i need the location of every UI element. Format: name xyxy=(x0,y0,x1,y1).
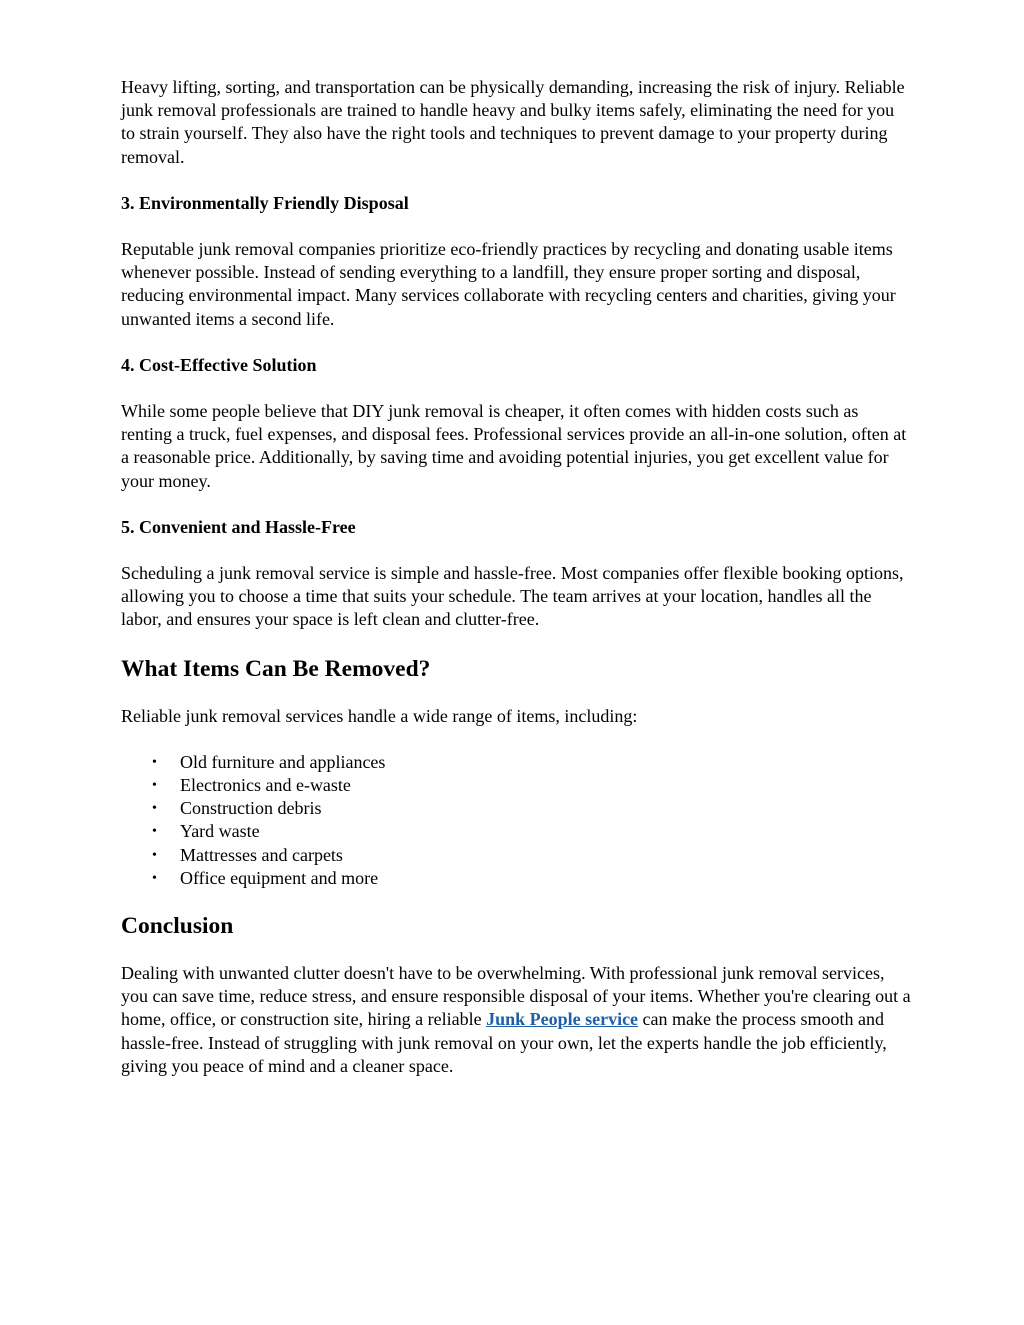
conclusion-paragraph xyxy=(121,962,911,1078)
section-body-convenient: Scheduling a junk removal service is simple and hassle-free. Most companies offer flexible booking options, allowing you to choose a time that suits your schedule. The team arrives at your location, handles all the labor, and ensures your space is left clean and clutter-free. xyxy=(121,563,904,630)
conclusion-text-after-link: can make the process smooth and hassle-free. Instead of struggling with junk removal on your own, let the experts handle the job efficiently, giving you peace of mind and a cleaner space. xyxy=(121,1009,887,1076)
list-item-label: Old furniture and appliances xyxy=(180,751,386,772)
section-heading-environmentally-friendly: 3. Environmentally Friendly Disposal xyxy=(121,192,409,213)
list-item xyxy=(152,867,911,890)
list-item-label: Yard waste xyxy=(180,821,260,842)
section-body-environmentally-friendly: Reputable junk removal companies prioritize eco-friendly practices by recycling and donating usable items whenever possible. Instead of sending everything to a landfill, they ensure proper sorting and disposal, reducing environmental impact. Many services collaborate with recycling centers and charities, giving your unwanted items a second life. xyxy=(121,239,896,329)
list-item xyxy=(152,820,911,843)
conclusion-text-before-link: Dealing with unwanted clutter doesn't have to be overwhelming. With professional junk removal services, you can save time, reduce stress, and ensure responsible disposal of your items. Whether you're clearing out a home, office, or construction site, hiring a reliable xyxy=(121,963,911,1030)
bullet-icon: • xyxy=(152,847,157,863)
conclusion-heading: Conclusion xyxy=(121,913,234,940)
list-item xyxy=(152,844,911,867)
bullet-icon: • xyxy=(152,754,157,770)
intro-paragraph: Heavy lifting, sorting, and transportation can be physically demanding, increasing the risk of injury. Reliable junk removal professionals are trained to handle heavy and bulky items safely, eliminating the need for you to strain yourself. They also have the right tools and techniques to prevent damage to your property during removal. xyxy=(121,77,905,167)
list-item xyxy=(152,751,911,774)
bullet-icon: • xyxy=(152,824,157,840)
items-intro: Reliable junk removal services handle a wide range of items, including: xyxy=(121,705,638,726)
list-item-label: Electronics and e-waste xyxy=(180,775,351,796)
list-item-label: Office equipment and more xyxy=(180,867,379,888)
list-item xyxy=(152,797,911,820)
junk-people-service-link[interactable]: Junk People service xyxy=(486,1009,639,1030)
bullet-icon: • xyxy=(152,870,157,886)
bullet-icon: • xyxy=(152,778,157,794)
section-body-cost-effective: While some people believe that DIY junk removal is cheaper, it often comes with hidden costs such as renting a truck, fuel expenses, and disposal fees. Professional services provide an all-in-one solution, often at a reasonable price. Additionally, by saving time and avoiding potential injuries, you get excellent value for your money. xyxy=(121,401,907,491)
list-item xyxy=(152,774,911,797)
bullet-icon: • xyxy=(152,801,157,817)
document-page xyxy=(121,76,911,1101)
section-heading-cost-effective: 4. Cost-Effective Solution xyxy=(121,354,317,375)
list-item-label: Construction debris xyxy=(180,798,322,819)
items-heading: What Items Can Be Removed? xyxy=(121,655,431,682)
list-item-label: Mattresses and carpets xyxy=(180,844,343,865)
section-heading-convenient: 5. Convenient and Hassle-Free xyxy=(121,516,356,537)
items-list xyxy=(121,751,911,890)
